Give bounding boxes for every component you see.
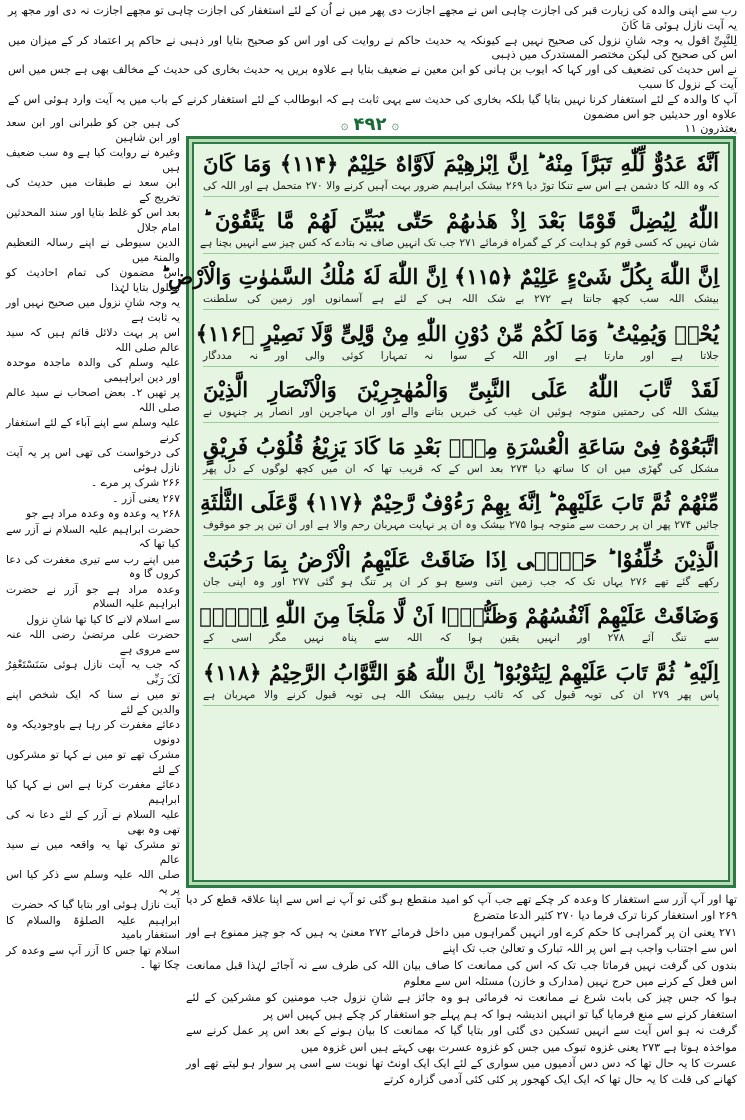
verse-block (161, 262, 719, 319)
side-commentary-line: دعائے مغفرت کر رہا ہے باوجودیکہ وہ دونوں (6, 718, 180, 746)
verse-block (203, 658, 719, 715)
quran-text-frame (161, 136, 736, 888)
side-commentary-line: صلی اللہ علیہ وسلم سے ذکر کیا اس پر یہ (6, 868, 180, 896)
side-commentary-line: علیہ وسلم سے اپنے آباء کے لئے استغفار کرنے (6, 416, 180, 444)
side-commentary-line: کی ہیں جن کو طبرانی اور ابن سعد اور ابن شاہین (6, 116, 180, 144)
bottom-commentary-line: ہوا کہ جس چیز کی بابت شرع نے ممانعت نہ فرمائی ہو وہ جائز ہے شانِ نزول جب مومنین کو مشرکین کے لئے استغفار کرنے سے منع فرمایا گیا تو انہیں اندیشہ ہوا کہ ہم پہلے جو استغفار کر چکے ہیں کہیں اس پر (186, 991, 737, 1021)
urdu-translation-line: سے تنگ آئے ۲۷۸ اور انہیں یقین ہوا کہ اللہ سے پناہ نہیں مگر اسی کے (203, 631, 719, 649)
bottom-commentary-line: گرفت نہ ہو اس آیت سے انہیں تسکین دی گئی اور بتایا گیا کہ ممانعت کا بیان ہونے کے بعد اس پر عمل کرنے سے مواخذہ ہوتا ہے ۲۷۳ یعنی غزوہ تبوک میں جس کو غزوہ عسرت بھی کہتے ہیں اس غزوہ میں (186, 1024, 737, 1054)
arabic-verse-line: الَّذِيْنَ خُلِّفُوْا ؕ حَتّٰۤى اِذَا ضَاقَتْ عَلَيْهِمُ الْاَرْضُ بِمَا رَحُبَتْ (203, 546, 719, 572)
top-commentary-line: نے اس حدیث کی تضعیف کی اور کہا کہ ایوب بن ہانی کو ابن معین نے ضعیف بتایا ہے علاوہ بریں یہ حدیث بخاری کی حدیث کے مخالف بھی ہے جس میں اس آیت کے نزول کا سبب (8, 63, 737, 91)
page-number: ۴۹۲ (353, 114, 387, 135)
urdu-translation-line: مشکل کی گھڑی میں ان کا ساتھ دیا ۲۷۳ بعد اس کے کہ قریب تھا کہ ان میں کچھ لوگوں کے دل پھر (203, 462, 719, 480)
side-commentary-line: ۲۶۸ یہ وعدہ وہ وعدہ مراد ہے جو (25, 507, 180, 520)
side-commentary-line: اسلام تھا جس کا آزر آپ سے وعدہ کر چکا تھا ۔ (6, 943, 180, 971)
arabic-verse-line: اتَّبَعُوْهُ فِیْ سَاعَةِ الْعُسْرَةِ مِنْۢ بَعْدِ مَا كَادَ يَزِيْغُ قُلُوْبُ فَرِيْقٍ (203, 433, 719, 459)
side-commentary-line: دعائے مغفرت کرتا ہے اس نے کہا کیا ابراہیم (6, 778, 180, 806)
side-commentary-line: سے اسلام لانے کا کیا تھا شانِ نزول (26, 612, 180, 626)
top-commentary-line: یعتذرون ۱۱ (684, 122, 737, 136)
side-commentary-line: کہ جب یہ آیت نازل ہوئی سَنَسْتَغْفِرُ لَکَ رَبِّی (6, 658, 180, 686)
urdu-translation-line: شان نہیں کہ کسی قوم کو ہدایت کر کے گمراہ فرمائے ۲۷۱ جب تک انہیں صاف نہ بتادے کہ کس چیز سے انہیں بچنا ہے (203, 236, 719, 254)
side-commentary-line: ابن سعد نے طبقات میں حدیث کی تخریج کے (6, 176, 180, 204)
side-commentary-line: ۲۶۶ شرک پر مرے ۔ (90, 476, 180, 489)
arabic-verse-line: مِّنْهُمْ ثُمَّ تَابَ عَلَيْهِمْ ؕ اِنَّهٗ بِهِمْ رَءُوْفٌ رَّحِيْمٌ ﴿۱۱۷﴾ وَّعَلَى الثَّلٰثَةِ (200, 490, 719, 515)
side-commentary-line: آیت نازل ہوئی اور بتایا گیا کہ حضرت (11, 898, 180, 911)
side-commentary (6, 116, 180, 1120)
arabic-verse-line: اَنَّهٗ عَدُوٌّ لِّلّٰهِ تَبَرَّاَ مِنْهُ ؕ اِنَّ اِبْرٰهِيْمَ لَاَوَّاهٌ حَلِيْمٌ ﴿۱۱۴﴾ وَمَا كَانَ (203, 151, 719, 176)
arabic-verse-line: اللّٰهُ لِيُضِلَّ قَوْمًا بَعْدَ اِذْ هَدٰىهُمْ حَتّٰى يُبَيِّنَ لَهُمْ مَّا يَتَّقُوْنَ ؕ (203, 207, 719, 233)
verse-block (203, 545, 719, 602)
arabic-verse-line: يُحْیٖ وَيُمِيْتُ ؕ وَمَا لَكُمْ مِّنْ دُوْنِ اللّٰهِ مِنْ وَّلِیٍّ وَّلَا نَصِيْرٍ ﴿۱۱۶﴾ (195, 320, 719, 346)
arabic-verse-line: وَضَاقَتْ عَلَيْهِمْ اَنْفُسُهُمْ وَظَنُّوْۤا اَنْ لَّا مَلْجَاَ مِنَ اللّٰهِ اِلَّاۤ (199, 603, 719, 628)
verse-block (200, 488, 719, 545)
side-commentary-line: مشرک تھے تو میں نے کہا تو مشرکوں کے لئے (6, 748, 180, 776)
side-commentary-line: ۲۶۷ یعنی آزر ۔ (112, 491, 180, 505)
verse-block (199, 601, 719, 658)
verse-block (200, 206, 719, 263)
side-commentary-line: حضرت علی مرتضیٰ رضی اللہ عنہ سے مروی ہے (6, 628, 180, 656)
urdu-translation-line: رکھے گئے تھے ۲۷۶ یہاں تک کہ جب زمین اتنی وسیع ہو کر ان پر تنگ ہو گئی ۲۷۷ اور وہ اپنی جان (203, 575, 719, 593)
side-commentary-line: ابراہیم علیہ الصلوٰۃ والسلام کا استغفار بامید (6, 913, 180, 941)
ornament-icon: ۞ (391, 118, 400, 133)
side-commentary-line: پر تھیں ۲۔ بعض اصحاب نے سید عالم صلی اللہ (6, 386, 180, 414)
verse-block (203, 149, 719, 206)
top-commentary-line: رب سے اپنی والدہ کی زیارت قبر کی اجازت چاہی اس نے مجھے اجازت دی پھر میں نے اُن کے لئے استغفار کی اجازت چاہی تو مجھے اجازت نہ دی اور مجھ پر یہ آیت نازل ہوئی مَا کَانَ (8, 4, 737, 32)
urdu-translation-line: بیشک اللہ سب کچھ جانتا ہے ۲۷۲ بے شک اللہ ہی کے لئے ہے آسمانوں اور زمین کی سلطنت (203, 292, 719, 310)
side-commentary-line: یہ وجہ شانِ نزول میں صحیح نہیں اور یہ ثابت ہے (6, 296, 180, 324)
side-commentary-line: وغیرہ نے روایت کیا ہے وہ سب ضعیف ہیں (6, 146, 180, 174)
side-commentary-line: تو مشرک تھا یہ واقعہ میں نے سید عالم (6, 838, 180, 866)
bottom-commentary-line: بندوں کی گرفت نہیں فرماتا جب تک کہ اس کی ممانعت کا صاف بیان اللہ کی طرف سے نہ آجائے لہٰذا قبل ممانعت اس فعل کے کرنے میں حرج نہیں (مدارک و خازن) مسئلہ اس سے معلوم (186, 958, 737, 989)
arabic-verse-line: اِنَّ اللّٰهَ بِكُلِّ شَیْءٍ عَلِيْمٌ ﴿۱۱۵﴾ اِنَّ اللّٰهَ لَهٗ مُلْكُ السَّمٰوٰتِ وَالْاَرْضِ ؕ (161, 264, 719, 289)
side-commentary-line: الدین سیوطی نے اپنے رسالہ التعظیم والمنۃ میں (6, 236, 180, 264)
verse-block (203, 375, 719, 432)
bottom-commentary-line: عسرت کا یہ حال تھا کہ دس دس آدمیوں میں سواری کے لئے ایک ایک اونٹ تھا نوبت سے اسی پر سوار ہو لیتے تھے اور کھانے کی قلت کا یہ حال تھا کہ ایک ایک کھجور پر کئی کئی آدمی گزارہ کرتے (186, 1057, 737, 1087)
urdu-translation-line: جلاتا ہے اور مارتا ہے اور اللہ کے سوا نہ تمہارا کوئی والی اور نہ مددگار (203, 349, 719, 367)
verse-block (203, 432, 719, 489)
verse-block (195, 319, 719, 376)
arabic-verse-line: لَقَدْ تَّابَ اللّٰهُ عَلَى النَّبِیِّ وَالْمُهٰجِرِيْنَ وَالْاَنْصَارِ الَّذِيْنَ (203, 377, 719, 402)
bottom-commentary-line: تھا اور آپ آزر سے استغفار کا وعدہ کر چکے تھے جب آپ کو امید منقطع ہو گئی تو آپ نے اس سے اپنا علاقہ قطع کر دیا ۲۶۹ اور استغفار کرنا ترک فرما دیا ۲۷۰ کثیر الدعا متضرع (186, 893, 737, 923)
side-commentary-line: وعدہ مراد ہے جو آزر نے حضرت ابراہیم علیہ السلام (6, 582, 180, 610)
page-header (250, 114, 490, 136)
urdu-translation-line: پاس پھر ۲۷۹ ان کی توبہ قبول کی کہ تائب رہیں بیشک اللہ ہی توبہ قبول کرنے والا مہربان ہے (203, 688, 719, 706)
ornament-icon: ۞ (340, 118, 349, 133)
side-commentary-line: تو میں نے سنا کہ ایک شخص اپنے والدین کے لئے (6, 688, 180, 716)
side-commentary-line: علیہ السلام نے آزر کے لئے دعا نہ کی تھی وہ بھی (6, 808, 180, 836)
side-commentary-line: میں اپنے رب سے تیری مغفرت کی دعا کروں گا وہ (6, 552, 180, 580)
side-commentary-line: علیہ وسلم کی والدہ ماجدہ موحدہ اور دین ابراہیمی (6, 356, 180, 384)
top-commentary-line: لِلنَّبِیِّ اقول یہ وجہ شانِ نزول کی صحیح نہیں ہے کیونکہ یہ حدیث حاکم نے روایت کی اور اس کو صحیح بتایا اور ذہبی نے حاکم پر اعتماد کر کے میزان میں اس کی صحیح کی لیکن مختصر المستدرک میں ذہبی (8, 33, 737, 62)
urdu-translation-line: بیشک اللہ کی رحمتیں متوجہ ہوئیں ان غیب کی خبریں بتانے والے اور ان مہاجرین اور انصار پر جنہوں نے (203, 405, 719, 423)
urdu-translation-line: جائیں ۲۷۴ پھر ان پر رحمت سے متوجہ ہوا ۲۷۵ بیشک وہ ان پر نہایت مہربان رحم والا ہے اور ان تین پر جو موقوف (203, 518, 719, 536)
top-commentary-line: آپ کا والدہ کے لئے استغفار کرنا نہیں بتایا گیا بلکہ بخاری کی حدیث سے یہی ثابت ہے کہ ابوطالب کے لئے استغفار کرنے کے باب میں یہ آیت وارد ہوئی اس کے علاوہ اور حدیثیں جو اس مضمون (8, 92, 737, 121)
side-commentary-line: بعد اس کو غلط بتایا اور سند المحدثین امام جلال (6, 206, 180, 234)
arabic-verse-line: اِلَيْهِ ؕ ثُمَّ تَابَ عَلَيْهِمْ لِيَتُوْبُوْا ؕ اِنَّ اللّٰهَ هُوَ التَّوَّابُ الرَّحِيْمُ ﴿۱۱۸﴾ (203, 659, 719, 685)
bottom-commentary (186, 892, 737, 1097)
side-commentary-line: حضرت ابراہیم علیہ السلام نے آزر سے کیا تھا کہ (6, 522, 180, 550)
bottom-commentary-line: ۲۷۱ یعنی ان پر گمراہی کا حکم کرے اور انہیں گمراہوں میں داخل فرمائے ۲۷۲ معنیٰ یہ ہیں کہ جو چیز ممنوع ہے اور اس سے اجتناب واجب ہے اس پر اللہ تبارک و تعالیٰ جب تک اپنے (186, 925, 737, 956)
side-commentary-line: اس مضمون کی تمام احادیث کو معلول بتایا لہٰذا (6, 266, 180, 294)
side-commentary-line: اس پر بہت دلائل قائم ہیں کہ سید عالم صلی اللہ (6, 326, 180, 354)
urdu-translation-line: کہ وہ اللہ کا دشمن ہے اس سے تنکا توڑ دیا ۲۶۹ بیشک ابراہیم ضرور بہت آہیں کرنے والا ۲۷۰ متحمل ہے اور اللہ کی (203, 179, 719, 197)
side-commentary-line: کی درخواست کی تھی اس پر یہ آیت نازل ہوئی (6, 446, 180, 474)
